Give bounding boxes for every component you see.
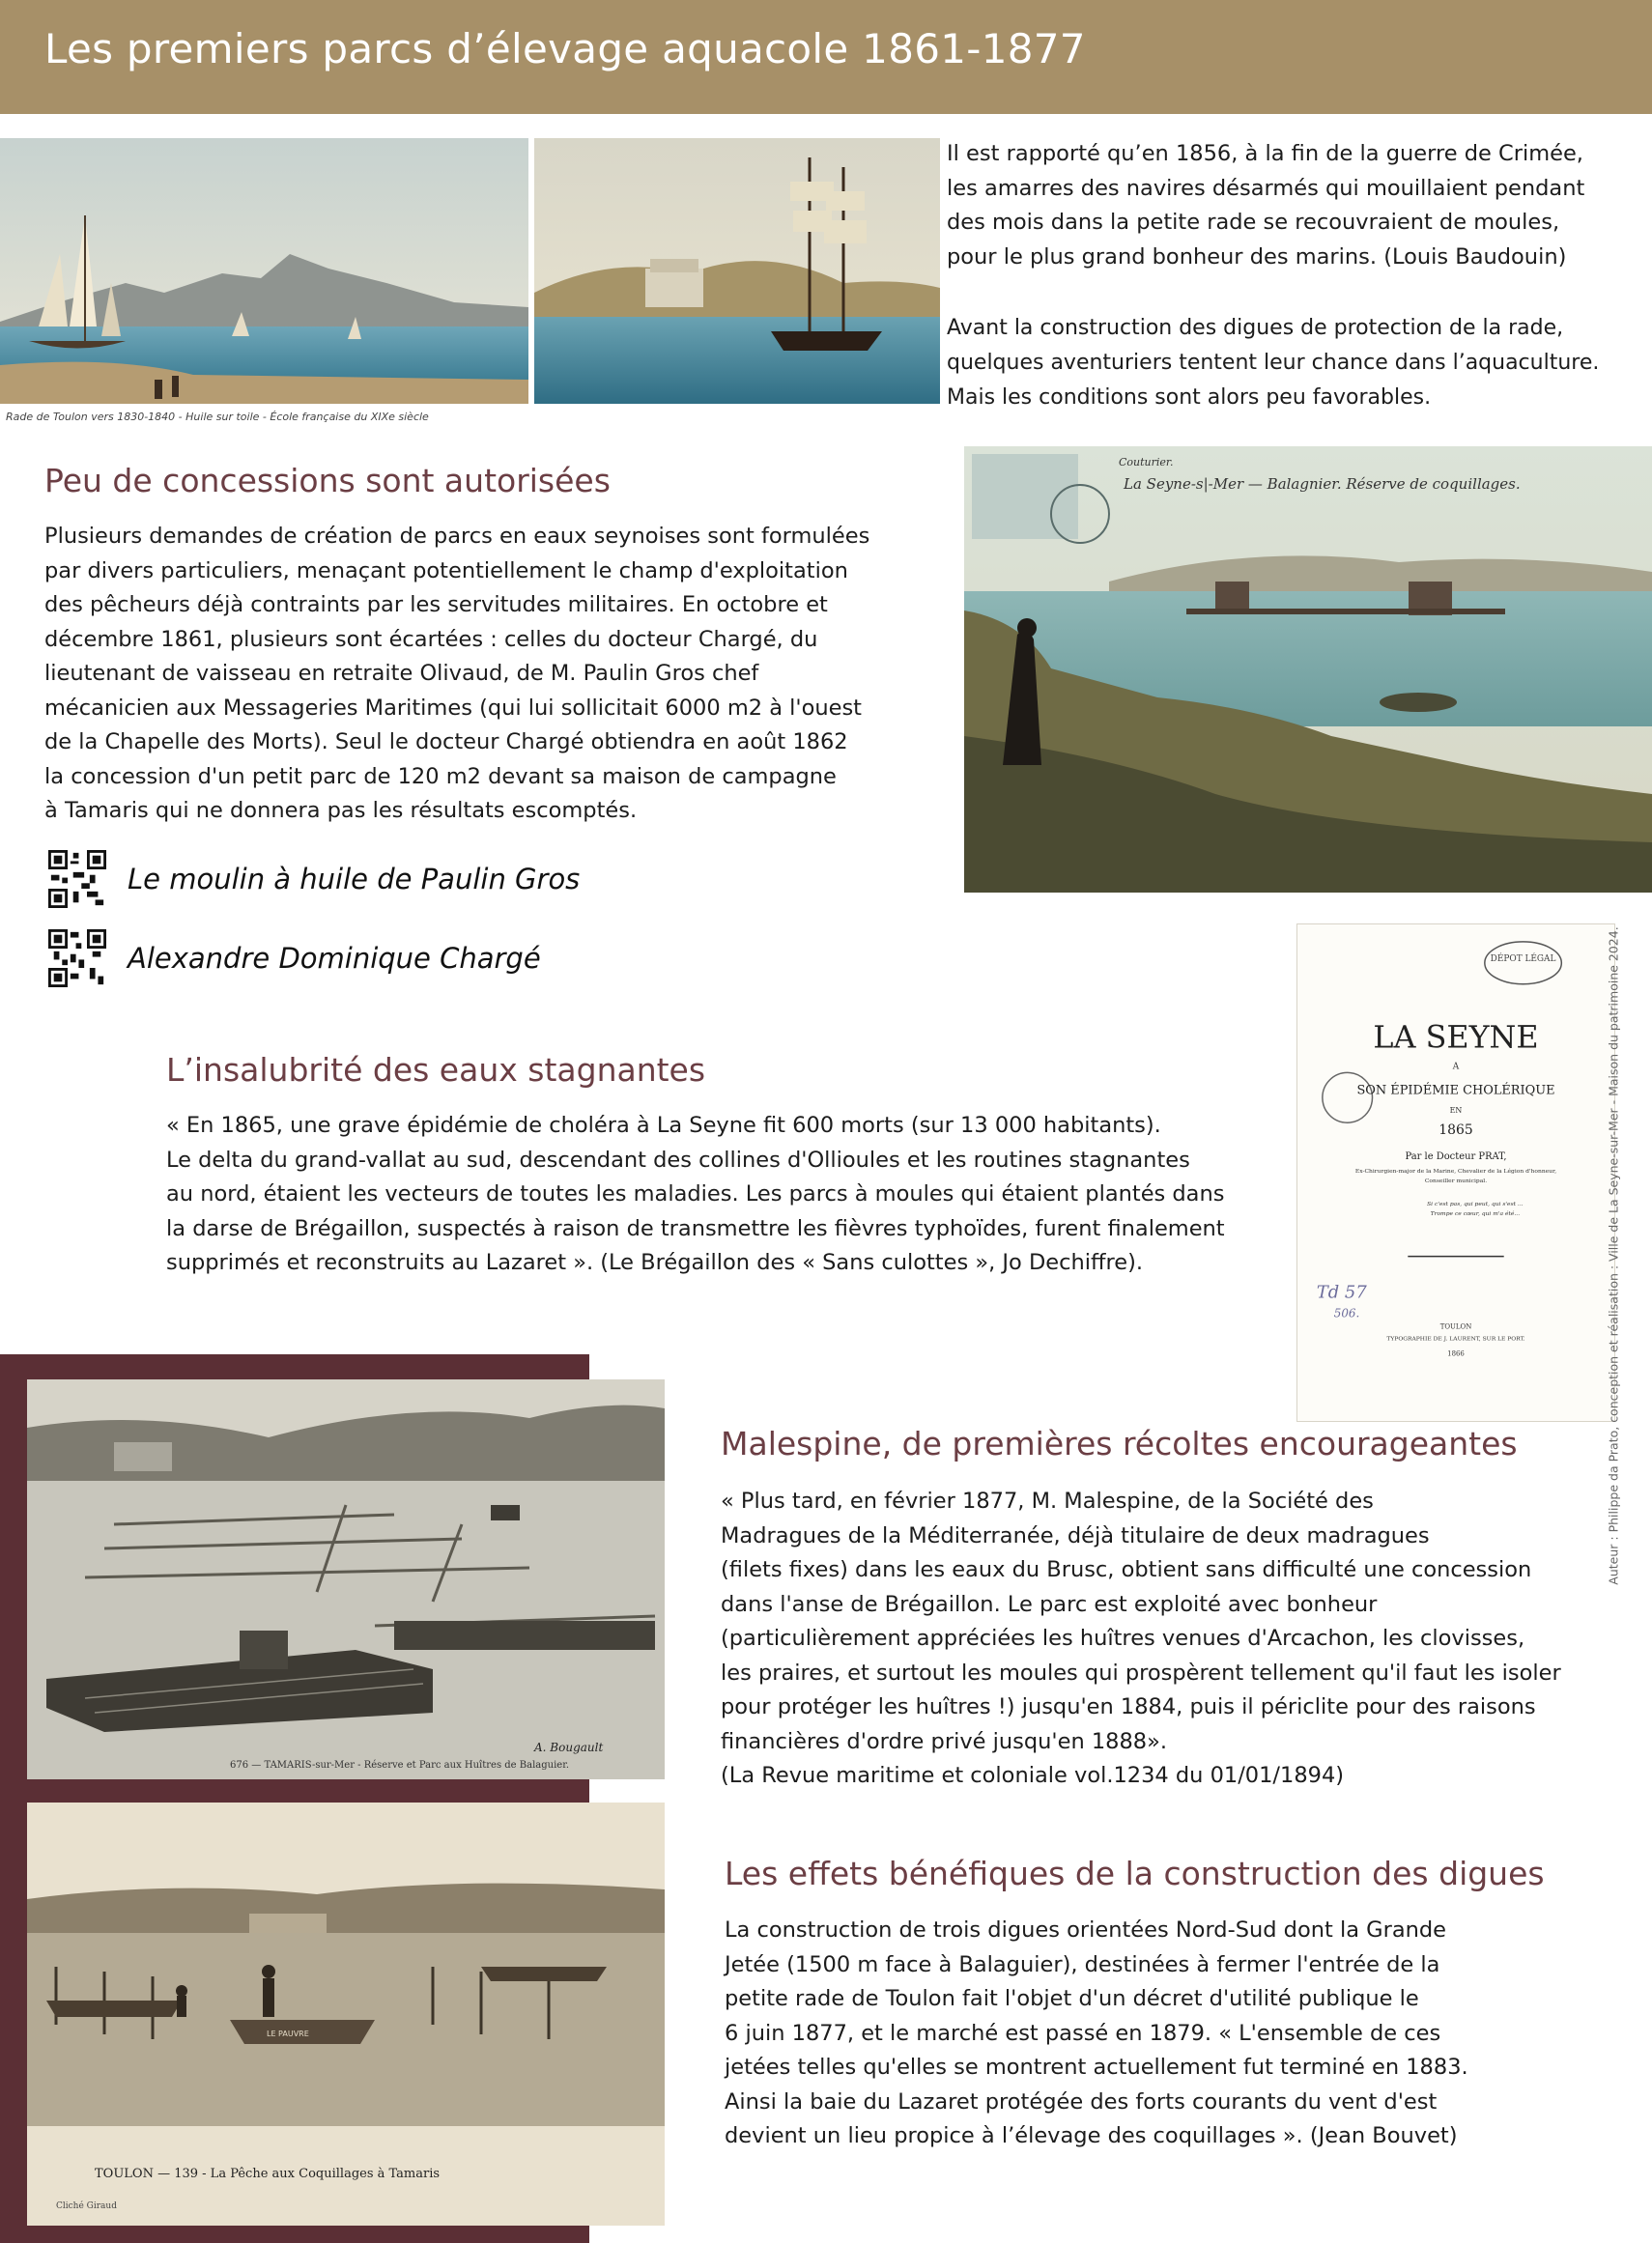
text-line: au nord, étaient les vecteurs de toutes les maladies. Les parcs à moules qui étaient plantés dans [166, 1181, 1225, 1207]
painting-left [0, 138, 528, 404]
postcard-signature: A. Bougault [534, 1741, 604, 1754]
book-handwriting: Td 57 [1316, 1282, 1367, 1303]
book-text: A [1452, 1062, 1460, 1072]
text-line: supprimés et reconstruits au Lazaret ». (Le Brégaillon des « Sans culottes », Jo Dechiffre). [166, 1250, 1144, 1275]
vertical-credit [1604, 926, 1623, 1585]
text-line: Madragues de la Méditerranée, déjà titulaire de deux madragues [721, 1522, 1430, 1548]
text-line: décembre 1861, plusieurs sont écartées : celles du docteur Chargé, du [44, 626, 818, 652]
text-line: les amarres des navires désarmés qui mouillaient pendant [947, 175, 1585, 201]
text-line: dans l'anse de Brégaillon. Le parc est exploité avec bonheur [721, 1591, 1378, 1617]
page-title: Les premiers parcs d’élevage aquacole 1861-1877 [44, 25, 1086, 72]
text-line: Avant la construction des digues de protection de la rade, [947, 316, 1564, 340]
section-heading-insalubrite: L’insalubrité des eaux stagnantes [166, 1051, 706, 1089]
text-line: Il est rapporté qu’en 1856, à la fin de la guerre de Crimée, [947, 141, 1583, 166]
postcard-stamp-text: Couturier. [1119, 456, 1174, 468]
postcard-caption: 676 — TAMARIS-sur-Mer - Réserve et Parc aux Huîtres de Balaguier. [230, 1760, 570, 1771]
painting-right [534, 138, 940, 404]
text-line: Jetée (1500 m face à Balaguier), destinées à fermer l'entrée de la [725, 1951, 1440, 1977]
text-line: (filets fixes) dans les eaux du Brusc, obtient sans difficulté une concession [721, 1557, 1532, 1582]
book-author: Par le Docteur PRAT, [1405, 1151, 1507, 1163]
section-heading-malespine: Malespine, de premières récoltes encourageantes [721, 1425, 1518, 1462]
text-line: Ainsi la baie du Lazaret protégée des forts courants du vent d'est [725, 2088, 1438, 2115]
text-line: devient un lieu propice à l’élevage des coquillages ». (Jean Bouvet) [725, 2123, 1458, 2148]
book-text: 506. [1333, 1306, 1360, 1320]
section-text-insalubrite [166, 1109, 1225, 1281]
text-line: pour le plus grand bonheur des marins. (Louis Baudouin) [947, 243, 1567, 270]
qr-label-paulin-gros[interactable]: Le moulin à huile de Paulin Gros [128, 863, 581, 895]
painting-caption: Rade de Toulon vers 1830-1840 - Huile sur toile - École française du XIXe siècle [6, 411, 429, 423]
qr-code-icon[interactable] [48, 929, 106, 987]
text-line: des pêcheurs déjà contraints par les servitudes militaires. En octobre et [44, 592, 828, 617]
text-line: (particulièrement appréciées les huîtres venues d'Arcachon, les clovisses, [721, 1626, 1525, 1651]
book-cover-la-seyne [1296, 923, 1615, 1422]
text-line: mécanicien aux Messageries Maritimes (qui lui sollicitait 6000 m2 à l'ouest [44, 695, 862, 721]
qr-code-icon[interactable] [48, 850, 106, 908]
text-line: « Plus tard, en février 1877, M. Malespine, de la Société des [721, 1489, 1374, 1514]
intro-text-2 [947, 311, 1599, 415]
text-line: La construction de trois digues orientées Nord-Sud dont la Grande [725, 1917, 1447, 1943]
text-line: Mais les conditions sont alors peu favorables. [947, 385, 1432, 410]
book-text: TOULON [1439, 1322, 1472, 1331]
book-year: 1865 [1438, 1122, 1473, 1139]
text-line: lieutenant de vaisseau en retraite Olivaud, de M. Paulin Gros chef [44, 661, 759, 686]
postcard-balaguier [964, 446, 1652, 893]
text-line: la concession d'un petit parc de 120 m2 devant sa maison de campagne [44, 763, 837, 789]
book-text: Ex-Chirurgien-major de la Marine, Chevalier de la Légion d'honneur, [1354, 1167, 1557, 1176]
text-line: pour protéger les huîtres !) jusqu'en 1884, puis il périclite pour des raisons [721, 1694, 1536, 1719]
qr-label-charge[interactable]: Alexandre Dominique Chargé [128, 942, 541, 975]
postcard-caption: TOULON — 139 - La Pêche aux Coquillages à Tamaris [95, 2167, 441, 2181]
book-title: LA SEYNE [1373, 1018, 1539, 1056]
text-line: Le delta du grand-vallat au sud, descendant des collines d'Ollioules et les routines stagnantes [166, 1147, 1190, 1173]
section-text-malespine [721, 1485, 1561, 1794]
boat-name: LE PAUVRE [267, 2030, 309, 2038]
title-bar [0, 0, 1652, 114]
text-line: à Tamaris qui ne donnera pas les résultats escomptés. [44, 798, 638, 823]
text-line: jetées telles qu'elles se montrent actuellement fut terminé en 1883. [725, 2055, 1468, 2080]
section-text-concessions [44, 520, 869, 829]
text-line: « En 1865, une grave épidémie de choléra à La Seyne fit 600 morts (sur 13 000 habitants). [166, 1113, 1161, 1138]
text-line: quelques aventuriers tentent leur chance dans l’aquaculture. [947, 351, 1600, 375]
text-line: des mois dans la petite rade se recouvraient de moules, [947, 210, 1560, 235]
text-line: (La Revue maritime et coloniale vol.1234 du 01/01/1894) [721, 1763, 1345, 1788]
book-text: 1866 [1447, 1349, 1465, 1358]
section-text-digues [725, 1914, 1468, 2154]
text-line: financières d'ordre privé jusqu'en 1888». [721, 1728, 1168, 1754]
qr-link-paulin-gros[interactable] [48, 850, 580, 908]
text-line: 6 juin 1877, et le marché est passé en 1879. « L'ensemble de ces [725, 2020, 1441, 2046]
book-text: Trompe ce cœur, qui m'a été... [1430, 1209, 1521, 1217]
book-text: EN [1449, 1106, 1463, 1116]
text-line: Plusieurs demandes de création de parcs en eaux seynoises sont formulées [44, 524, 870, 549]
text-line: la darse de Brégaillon, suspectés à raison de transmettre les fièvres typhoïdes, furent finalement [166, 1215, 1225, 1241]
postcard-credit: Cliché Giraud [56, 2201, 117, 2211]
postcard-tamaris-parc [27, 1379, 665, 1779]
section-heading-digues: Les effets bénéfiques de la construction des digues [725, 1855, 1545, 1892]
text-line: les praires, et surtout les moules qui prospèrent tellement qu'il faut les isoler [721, 1660, 1561, 1686]
book-text: TYPOGRAPHIE DE J. LAURENT, SUR LE PORT. [1386, 1335, 1525, 1343]
credit-text: Auteur : Philippe da Prato, conception et réalisation : Ville de La Seyne-sur-Mer - Maison du patrimoine 2024. [1606, 926, 1621, 1585]
book-stamp: DÉPOT LÉGAL [1490, 953, 1556, 964]
postcard-peche-coquillages [27, 1803, 665, 2226]
text-line: par divers particuliers, menaçant potentiellement le champ d'exploitation [44, 557, 848, 583]
section-heading-concessions: Peu de concessions sont autorisées [44, 462, 611, 499]
book-text: Conseiller municipal. [1424, 1177, 1488, 1184]
book-text: Si c'est pas, qui peut, qui s'est ... [1427, 1200, 1524, 1207]
qr-link-charge[interactable] [48, 929, 541, 987]
text-line: petite rade de Toulon fait l'objet d'un décret d'utilité publique le [725, 1986, 1419, 2011]
postcard-caption: La Seyne-s|-Mer — Balagnier. Réserve de coquillages. [1124, 475, 1521, 493]
book-subtitle: SON ÉPIDÉMIE CHOLÉRIQUE [1356, 1083, 1555, 1098]
intro-text-1 [947, 137, 1584, 274]
text-line: de la Chapelle des Morts). Seul le docteur Chargé obtiendra en août 1862 [44, 729, 848, 754]
